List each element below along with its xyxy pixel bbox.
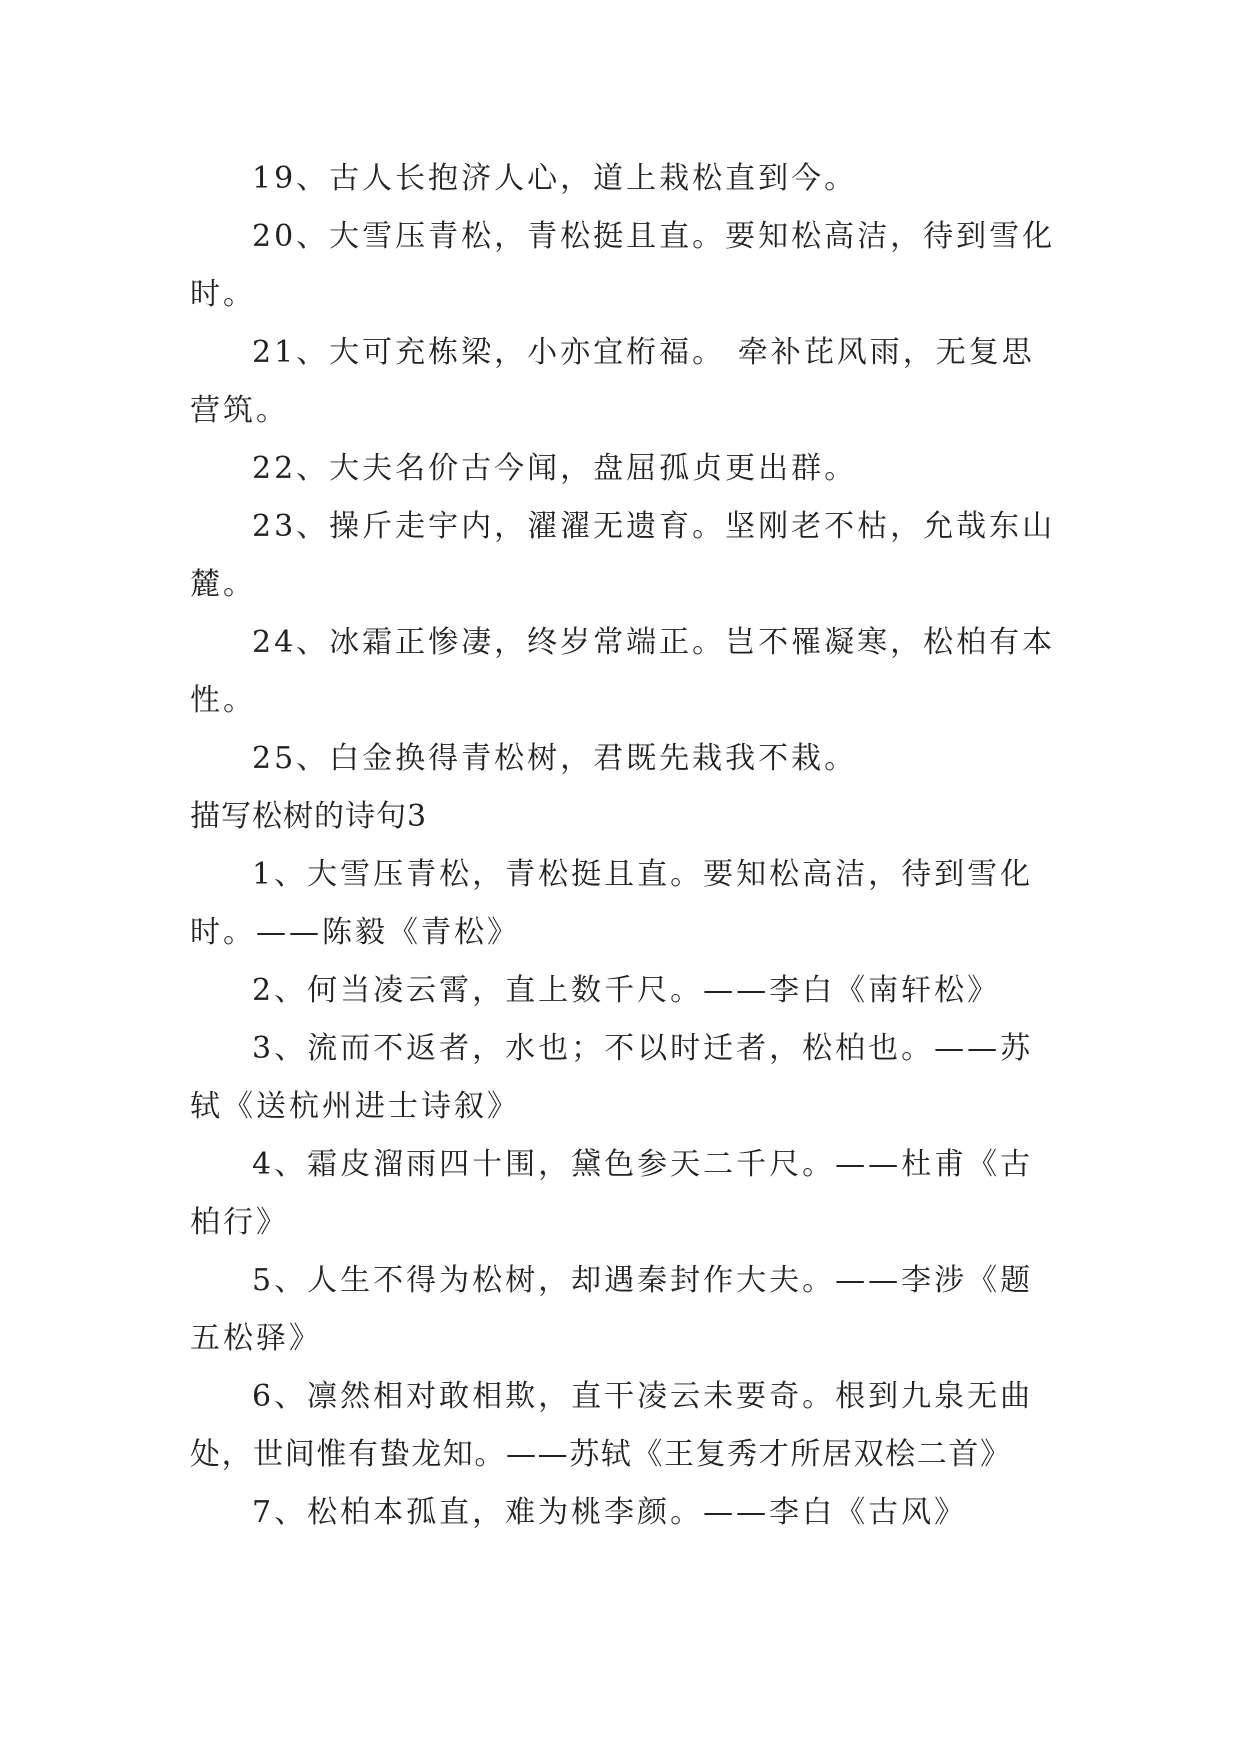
poem-line-continuation: 时。 [190,277,256,312]
poem-line: 21、大可充栋梁，小亦宜桁福。 牵补芘风雨，无复思 [252,335,1035,370]
poem-line: 22、大夫名价古今闻，盘屈孤贞更出群。 [252,451,858,486]
poem-line: 19、古人长抱济人心，道上栽松直到今。 [252,161,858,196]
poem-line-continuation: 营筑。 [190,393,289,428]
section-heading: 描写松树的诗句3 [190,799,428,834]
poem-line: 6、凛然相对敢相欺，直干凌云未要奇。根到九泉无曲 [252,1379,1034,1414]
poem-line-continuation: 五松驿》 [190,1321,322,1356]
poem-line: 24、冰霜正惨凄，终岁常端正。岂不罹凝寒，松柏有本 [252,625,1056,660]
poem-line-continuation: 处，世间惟有蛰龙知。——苏轼《王复秀才所居双桧二首》 [190,1437,1012,1472]
poem-line-continuation: 轼《送杭州进士诗叙》 [190,1089,520,1124]
poem-line-continuation: 柏行》 [190,1205,289,1240]
poem-line: 23、操斤走宇内，濯濯无遗育。坚刚老不枯，允哉东山 [252,509,1056,544]
poem-line: 25、白金换得青松树，君既先栽我不栽。 [252,741,858,776]
poem-line: 20、大雪压青松，青松挺且直。要知松高洁，待到雪化 [252,219,1056,254]
poem-line: 5、人生不得为松树，却遇秦封作大夫。——李涉《题 [252,1263,1034,1298]
poem-line: 1、大雪压青松，青松挺且直。要知松高洁，待到雪化 [252,857,1034,892]
poem-line: 2、何当凌云霄，直上数千尺。——李白《南轩松》 [252,973,1001,1008]
poem-line-continuation: 性。 [190,683,256,718]
poem-line-continuation: 麓。 [190,567,256,602]
poem-line: 7、松柏本孤直，难为桃李颜。——李白《古风》 [252,1495,968,1530]
document-body [190,150,1070,1542]
poem-line: 4、霜皮溜雨四十围，黛色参天二千尺。——杜甫《古 [252,1147,1034,1182]
poem-line-continuation: 时。——陈毅《青松》 [190,915,520,950]
poem-line: 3、流而不返者，水也；不以时迁者，松柏也。——苏 [252,1031,1034,1066]
